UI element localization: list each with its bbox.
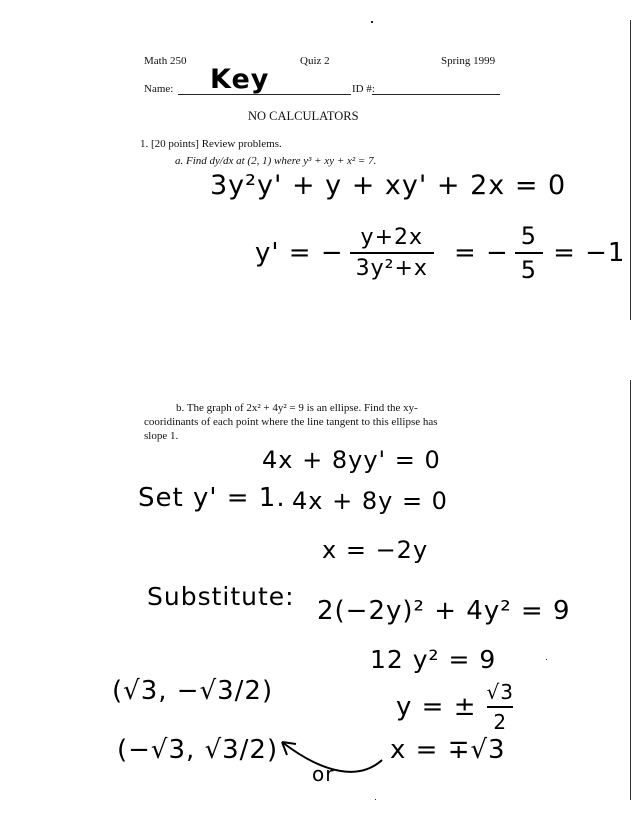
scan-speck bbox=[375, 799, 376, 800]
id-label: ID #: bbox=[352, 83, 375, 95]
part-a-solution bbox=[255, 222, 625, 284]
part-a-result: = −1 bbox=[553, 238, 626, 268]
set-slope-label: Set y' = 1. bbox=[138, 483, 286, 513]
scan-edge-line bbox=[630, 20, 631, 320]
y-solution-prefix: y = ± bbox=[396, 692, 477, 722]
term-label: Spring 1999 bbox=[441, 55, 496, 67]
problem1-heading: 1. [20 points] Review problems. bbox=[140, 138, 282, 150]
equals-minus: = − bbox=[453, 238, 509, 268]
substituted-equation: 2(−2y)² + 4y² = 9 bbox=[317, 596, 571, 626]
simplified-equation: 12 y² = 9 bbox=[370, 645, 497, 674]
fraction-evaluated bbox=[515, 222, 543, 284]
part-b-prompt-line3: slope 1. bbox=[144, 430, 179, 442]
y-solution bbox=[396, 680, 520, 734]
scan-speck bbox=[546, 659, 547, 660]
no-calculators-notice: NO CALCULATORS bbox=[248, 109, 359, 123]
name-value-handwritten: Key bbox=[210, 64, 270, 95]
fraction-numerator: y+2x bbox=[360, 225, 424, 250]
name-label: Name: bbox=[144, 83, 174, 95]
fraction-numerator: √3 bbox=[486, 680, 514, 704]
fraction-denominator: 2 bbox=[487, 706, 513, 734]
scan-speck bbox=[371, 21, 373, 23]
point-two: (−√3, √3/2) bbox=[117, 735, 279, 765]
part-a-prompt: a. Find dy/dx at (2, 1) where y³ + xy + x² = 7. bbox=[175, 155, 377, 167]
fraction-numerator: 5 bbox=[520, 222, 538, 250]
id-underline bbox=[372, 94, 500, 95]
fraction-general bbox=[350, 225, 434, 281]
part-b-differentiated: 4x + 8yy' = 0 bbox=[262, 446, 441, 474]
x-solution: x = ∓√3 bbox=[390, 735, 506, 765]
substitute-label: Substitute: bbox=[147, 582, 295, 611]
part-b-prompt-line1: b. The graph of 2x² + 4y² = 9 is an ellipse. Find the xy- bbox=[176, 402, 418, 414]
scan-edge-line bbox=[630, 380, 631, 800]
yprime-label: y' = − bbox=[255, 238, 344, 268]
y-solution-fraction bbox=[481, 680, 520, 734]
quiz-label: Quiz 2 bbox=[300, 55, 330, 67]
set-slope-equation: 4x + 8y = 0 bbox=[292, 487, 448, 515]
fraction-denominator: 3y²+x bbox=[350, 252, 434, 281]
or-label: or bbox=[312, 762, 335, 786]
part-b-prompt-line2: cooridinants of each point where the line tangent to this ellipse has bbox=[144, 416, 438, 428]
fraction-denominator: 5 bbox=[515, 252, 543, 284]
x-relation: x = −2y bbox=[322, 536, 429, 564]
course-label: Math 250 bbox=[144, 55, 187, 67]
part-a-differentiated: 3y²y' + y + xy' + 2x = 0 bbox=[210, 170, 567, 201]
point-one: (√3, −√3/2) bbox=[112, 676, 274, 706]
